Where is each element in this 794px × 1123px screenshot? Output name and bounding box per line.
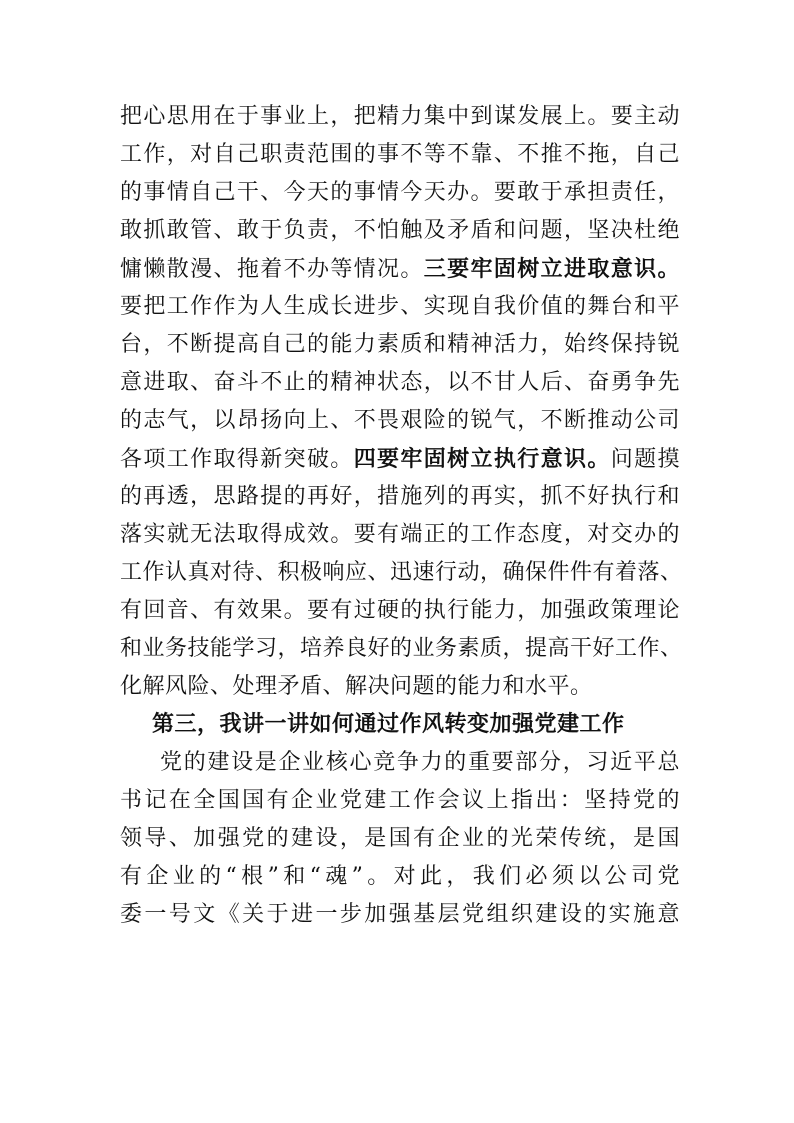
text-span: 慵懒散漫、拖着不办等情况。 [120, 257, 424, 282]
text-span: 台，不断提高自己的能力素质和精神活力，始终保持锐 [120, 332, 680, 357]
text-span: 意进取、奋斗不止的精神状态，以不甘人后、奋勇争先 [120, 370, 680, 395]
document-page [120, 98, 683, 934]
text-line: 有企业的“根”和“魂”。对此，我们必须以公司党 [120, 864, 680, 889]
text-line [120, 630, 683, 668]
text-line [120, 212, 680, 250]
text-span: 和业务技能学习，培养良好的业务素质，提高干好工作、 [120, 636, 683, 661]
text-line [120, 364, 680, 402]
section-heading: 第三，我讲一讲如何通过作风转变加强党建工作 [152, 712, 625, 737]
text-line: 委一号文《关于进一步加强基层党组织建设的实施意 [120, 902, 680, 927]
text-span: 工作，对自己职责范围的事不等不靠、不推不拖，自己 [120, 142, 680, 167]
text-line [120, 174, 680, 212]
text-line [120, 250, 680, 288]
text-line: 党的建设是企业核心竞争力的重要部分，习近平总 [160, 750, 680, 775]
text-span: 的再透，思路提的再好，措施列的再实，抓不好执行和 [120, 484, 680, 509]
emphasis-span: 三要牢固树立进取意识。 [423, 256, 680, 282]
text-span: 的志气，以昂扬向上、不畏艰险的锐气，不断推动公司 [120, 408, 680, 433]
text-span: 要把工作作为人生成长进步、实现自我价值的舞台和平 [120, 294, 680, 319]
text-span: 把心思用在于事业上，把精力集中到谋发展上。要主动 [120, 104, 680, 129]
text-line [120, 98, 680, 136]
text-span: 工作认真对待、积极响应、迅速行动，确保件件有着落、 [120, 560, 683, 585]
paragraph-2 [120, 744, 680, 934]
text-line [120, 516, 680, 554]
text-span: 各项工作取得新突破。 [120, 447, 354, 472]
text-line [120, 668, 680, 706]
text-line [120, 478, 680, 516]
text-line [120, 440, 680, 478]
text-span: 落实就无法取得成效。要有端正的工作态度，对交办的 [120, 522, 680, 547]
text-line [120, 554, 683, 592]
text-line [120, 288, 680, 326]
text-line: 领导、加强党的建设，是国有企业的光荣传统，是国 [120, 826, 680, 851]
text-span: 化解风险、处理矛盾、解决问题的能力和水平。 [120, 674, 593, 699]
text-line: 书记在全国国有企业党建工作会议上指出：坚持党的 [120, 788, 680, 813]
text-line [120, 136, 680, 174]
emphasis-span: 四要牢固树立执行意识。 [353, 446, 611, 472]
text-span: 有回音、有效果。要有过硬的执行能力，加强政策理论 [120, 598, 680, 623]
text-line [120, 326, 680, 364]
text-line [120, 402, 680, 440]
text-span: 的事情自己干、今天的事情今天办。要敢于承担责任， [120, 180, 680, 205]
text-span: 问题摸 [610, 447, 680, 472]
text-span: 敢抓敢管、敢于负责，不怕触及矛盾和问题，坚决杜绝 [120, 218, 680, 243]
paragraph-1 [120, 98, 683, 706]
text-line [120, 592, 680, 630]
